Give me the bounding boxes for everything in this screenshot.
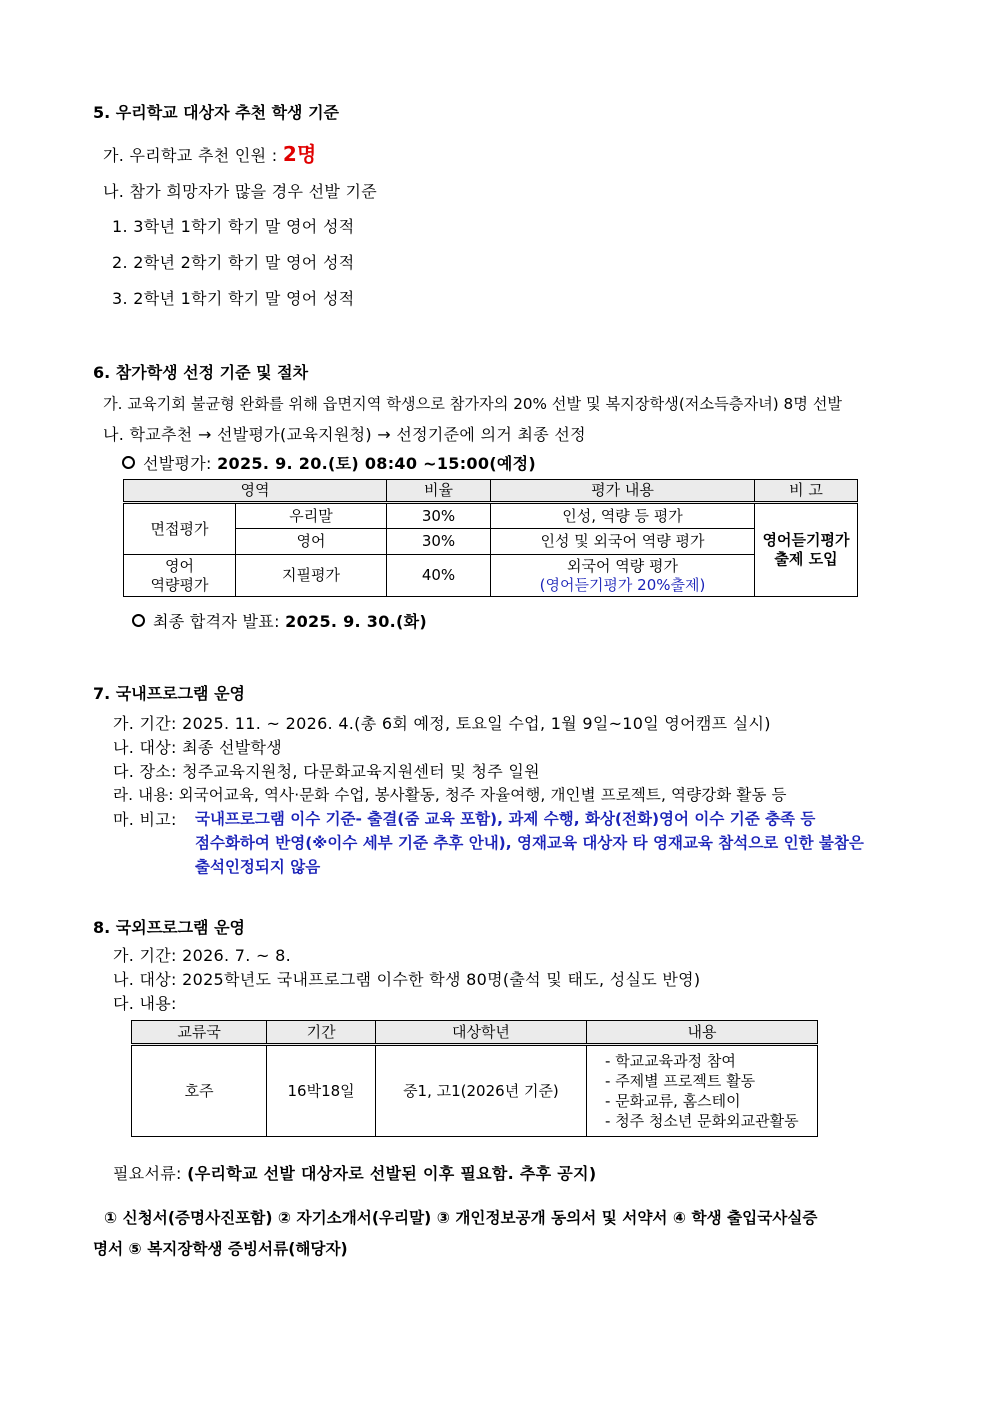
final-announce-date: 2025. 9. 30.(화) [285, 612, 428, 631]
header-country: 교류국 [132, 1021, 267, 1045]
section-7-note-line-2: 점수화하여 반영(※이수 세부 기준 추후 안내), 영재교육 대상자 타 영재교육 참석으로 인한 불참은 [195, 834, 864, 852]
listening-note: (영어듣기평가 20%출제) [539, 575, 706, 594]
final-announce-line [132, 609, 427, 632]
required-docs-list-line-2: 명서 ⑤ 복지장학생 증빙서류(해당자) [93, 1240, 348, 1258]
english-ability-cell: 영어 역량평가 [124, 555, 236, 597]
remark-cell: 영어듣기평가 출제 도입 [755, 503, 858, 597]
ratio-cell: 30% [387, 503, 491, 529]
section-8-title: 8. 국외프로그램 운영 [93, 918, 245, 937]
section-8-content-label: 다. 내용: [113, 994, 177, 1013]
section-8-period: 가. 기간: 2026. 7. ~ 8. [113, 946, 292, 965]
content-cell: 인성, 역량 등 평가 [491, 503, 755, 529]
section-7-title: 7. 국내프로그램 운영 [93, 684, 245, 703]
foreign-language-eval: 외국어 역량 평가 [567, 556, 678, 575]
section-7-period: 가. 기간: 2025. 11. ~ 2026. 4.(총 6회 예정, 토요일 수업, 1월 9일~10일 영어캠프 실시) [113, 714, 771, 733]
section-7-note-prefix: 마. 비고: [113, 810, 177, 829]
section-5-title: 5. 우리학교 대상자 추천 학생 기준 [93, 103, 339, 122]
final-announce-label: 최종 합격자 발표: [153, 612, 286, 631]
recommend-count: 2명 [282, 142, 317, 166]
english-cell: 영어 [236, 529, 387, 555]
criteria-item-2: 2. 2학년 2학기 학기 말 영어 성적 [112, 253, 355, 272]
content-cell: 인성 및 외국어 역량 평가 [491, 529, 755, 555]
circle-bullet-icon [132, 614, 145, 627]
recommend-count-label: 가. 우리학교 추천 인원 : [103, 146, 283, 165]
header-content: 내용 [587, 1021, 818, 1045]
overseas-program-table [131, 1020, 818, 1137]
header-ratio: 비율 [387, 480, 491, 503]
section-7-content: 라. 내용: 외국어교육, 역사·문화 수업, 봉사활동, 청주 자율여행, 개인별 프로젝트, 역량강화 활동 등 [113, 786, 787, 804]
content-cell [491, 555, 755, 597]
criteria-item-1: 1. 3학년 1학기 학기 말 영어 성적 [112, 217, 355, 236]
section-6-title: 6. 참가학생 선정 기준 및 절차 [93, 363, 309, 382]
program-content-cell [587, 1045, 818, 1137]
korean-cell: 우리말 [236, 503, 387, 529]
section-5-item-a [103, 138, 317, 167]
selection-eval-line [122, 451, 536, 474]
section-5-item-b: 나. 참가 희망자가 많을 경우 선발 기준 [103, 182, 378, 201]
program-item: - 청주 청소년 문화외교관활동 [605, 1112, 799, 1131]
required-docs-label: 필요서류: [113, 1164, 188, 1183]
grade-cell: 중1, 고1(2026년 기준) [375, 1045, 586, 1137]
section-6-item-a: 가. 교육기회 불균형 완화를 위해 읍면지역 학생으로 참가자의 20% 선발 및 복지장학생(저소득층자녀) 8명 선발 [103, 395, 843, 413]
selection-eval-table [123, 479, 858, 597]
header-remark: 비 고 [755, 480, 858, 503]
required-docs-note: (우리학교 선발 대상자로 선발된 이후 필요함. 추후 공지) [187, 1164, 597, 1183]
section-6-item-b: 나. 학교추천 → 선발평가(교육지원청) → 선정기준에 의거 최종 선정 [103, 425, 586, 444]
section-7-target: 나. 대상: 최종 선발학생 [113, 738, 283, 757]
circle-bullet-icon [122, 456, 135, 469]
program-item: - 학교교육과정 참여 [605, 1051, 736, 1070]
section-7-place: 다. 장소: 청주교육지원청, 다문화교육지원센터 및 청주 일원 [113, 762, 540, 781]
ratio-cell: 40% [387, 555, 491, 597]
selection-eval-label: 선발평가: [143, 454, 218, 473]
program-item: - 문화교류, 홈스테이 [605, 1092, 741, 1110]
written-test-cell: 지필평가 [236, 555, 387, 597]
header-grade: 대상학년 [375, 1021, 586, 1045]
interview-eval-cell: 면접평가 [124, 503, 236, 555]
period-cell: 16박18일 [267, 1045, 376, 1137]
header-area: 영역 [124, 480, 387, 503]
ratio-cell: 30% [387, 529, 491, 555]
section-8-target: 나. 대상: 2025학년도 국내프로그램 이수한 학생 80명(출석 및 태도, 성실도 반영) [113, 970, 701, 989]
section-7-note-line-3: 출석인정되지 않음 [195, 858, 321, 876]
header-eval-content: 평가 내용 [491, 480, 755, 503]
selection-eval-date: 2025. 9. 20.(토) 08:40 ~15:00(예정) [217, 454, 537, 473]
required-docs-line [113, 1161, 596, 1184]
program-item: - 주제별 프로젝트 활동 [605, 1071, 756, 1090]
required-docs-list-line-1: ① 신청서(증명사진포함) ② 자기소개서(우리말) ③ 개인정보공개 동의서 및 서약서 ④ 학생 출입국사실증 [104, 1209, 818, 1227]
section-7-note-line-1: 국내프로그램 이수 기준- 출결(줌 교육 포함), 과제 수행, 화상(전화)영어 이수 기준 충족 등 [195, 810, 816, 828]
criteria-item-3: 3. 2학년 1학기 학기 말 영어 성적 [112, 289, 355, 308]
country-cell: 호주 [132, 1045, 267, 1137]
header-period: 기간 [267, 1021, 376, 1045]
